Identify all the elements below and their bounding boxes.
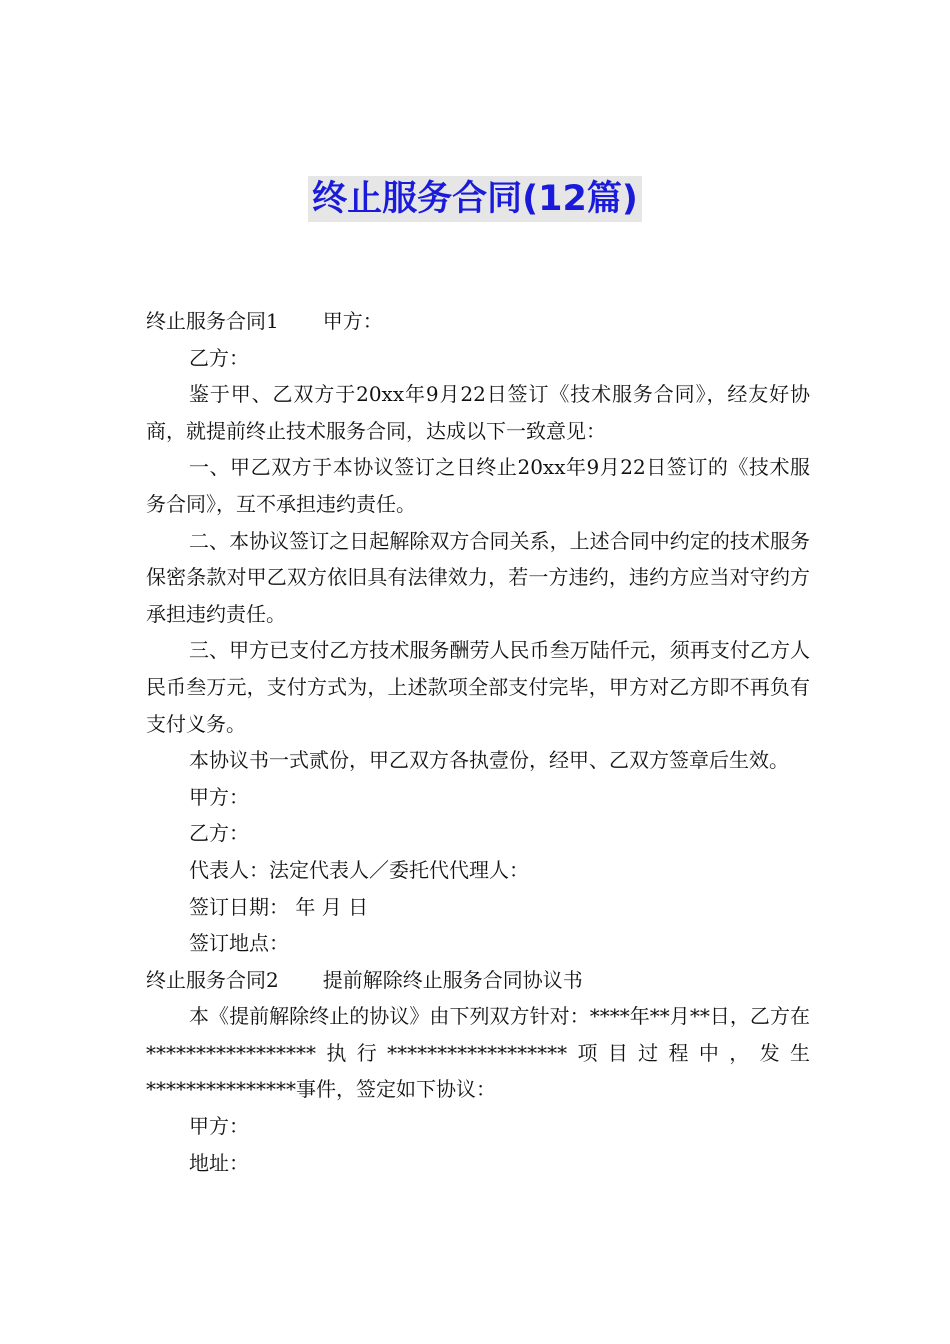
paragraph: 一、甲乙双方于本协议签订之日终止20xx年9月22日签订的《技术服务合同》，互不承担违约责任。	[146, 455, 810, 516]
paragraph: 地址：	[189, 1150, 249, 1175]
paragraph: 二、本协议签订之日起解除双方合同关系，上述合同中约定的技术服务保密条款对甲乙双方依旧具有法律效力，若一方违约，违约方应当对守约方承担违约责任。	[146, 528, 810, 626]
section-1-heading-text: 终止服务合同1	[146, 309, 279, 333]
paragraph: 甲方：	[189, 1114, 249, 1139]
document-body	[146, 303, 810, 1181]
section-2-heading-text: 终止服务合同2	[146, 967, 279, 992]
paragraph: 本《提前解除终止的协议》由下列双方针对：****年**月**日，乙方在*****************执行******************项目过程中，发生***************事件，签定如下协议：	[146, 1004, 810, 1102]
paragraph: 鉴于甲、乙双方于20xx年9月22日签订《技术服务合同》，经友好协商，就提前终止技术服务合同，达成以下一致意见：	[146, 382, 810, 443]
paragraph: 本协议书一式贰份，甲乙双方各执壹份，经甲、乙双方签章后生效。	[189, 748, 789, 773]
paragraph: 代表人：法定代表人／委托代代理人：	[189, 857, 529, 882]
section-1-heading-tail: 甲方：	[322, 309, 383, 333]
paragraph: 签订地点：	[189, 931, 289, 956]
title-wrap	[0, 176, 950, 222]
section-1-heading	[146, 303, 810, 340]
paragraph: 签订日期： 年 月 日	[189, 894, 369, 919]
paragraph: 甲方：	[189, 784, 249, 809]
section-2-heading-tail: 提前解除终止服务合同协议书	[322, 967, 583, 992]
paragraph: 三、甲方已支付乙方技术服务酬劳人民币叁万陆仟元，须再支付乙方人民币叁万元，支付方式为，上述款项全部支付完毕，甲方对乙方即不再负有支付义务。	[146, 638, 810, 736]
document-title: 终止服务合同(12篇)	[308, 176, 642, 222]
paragraph: 乙方：	[189, 345, 249, 370]
section-2-heading	[146, 962, 810, 999]
paragraph: 乙方：	[189, 821, 249, 846]
